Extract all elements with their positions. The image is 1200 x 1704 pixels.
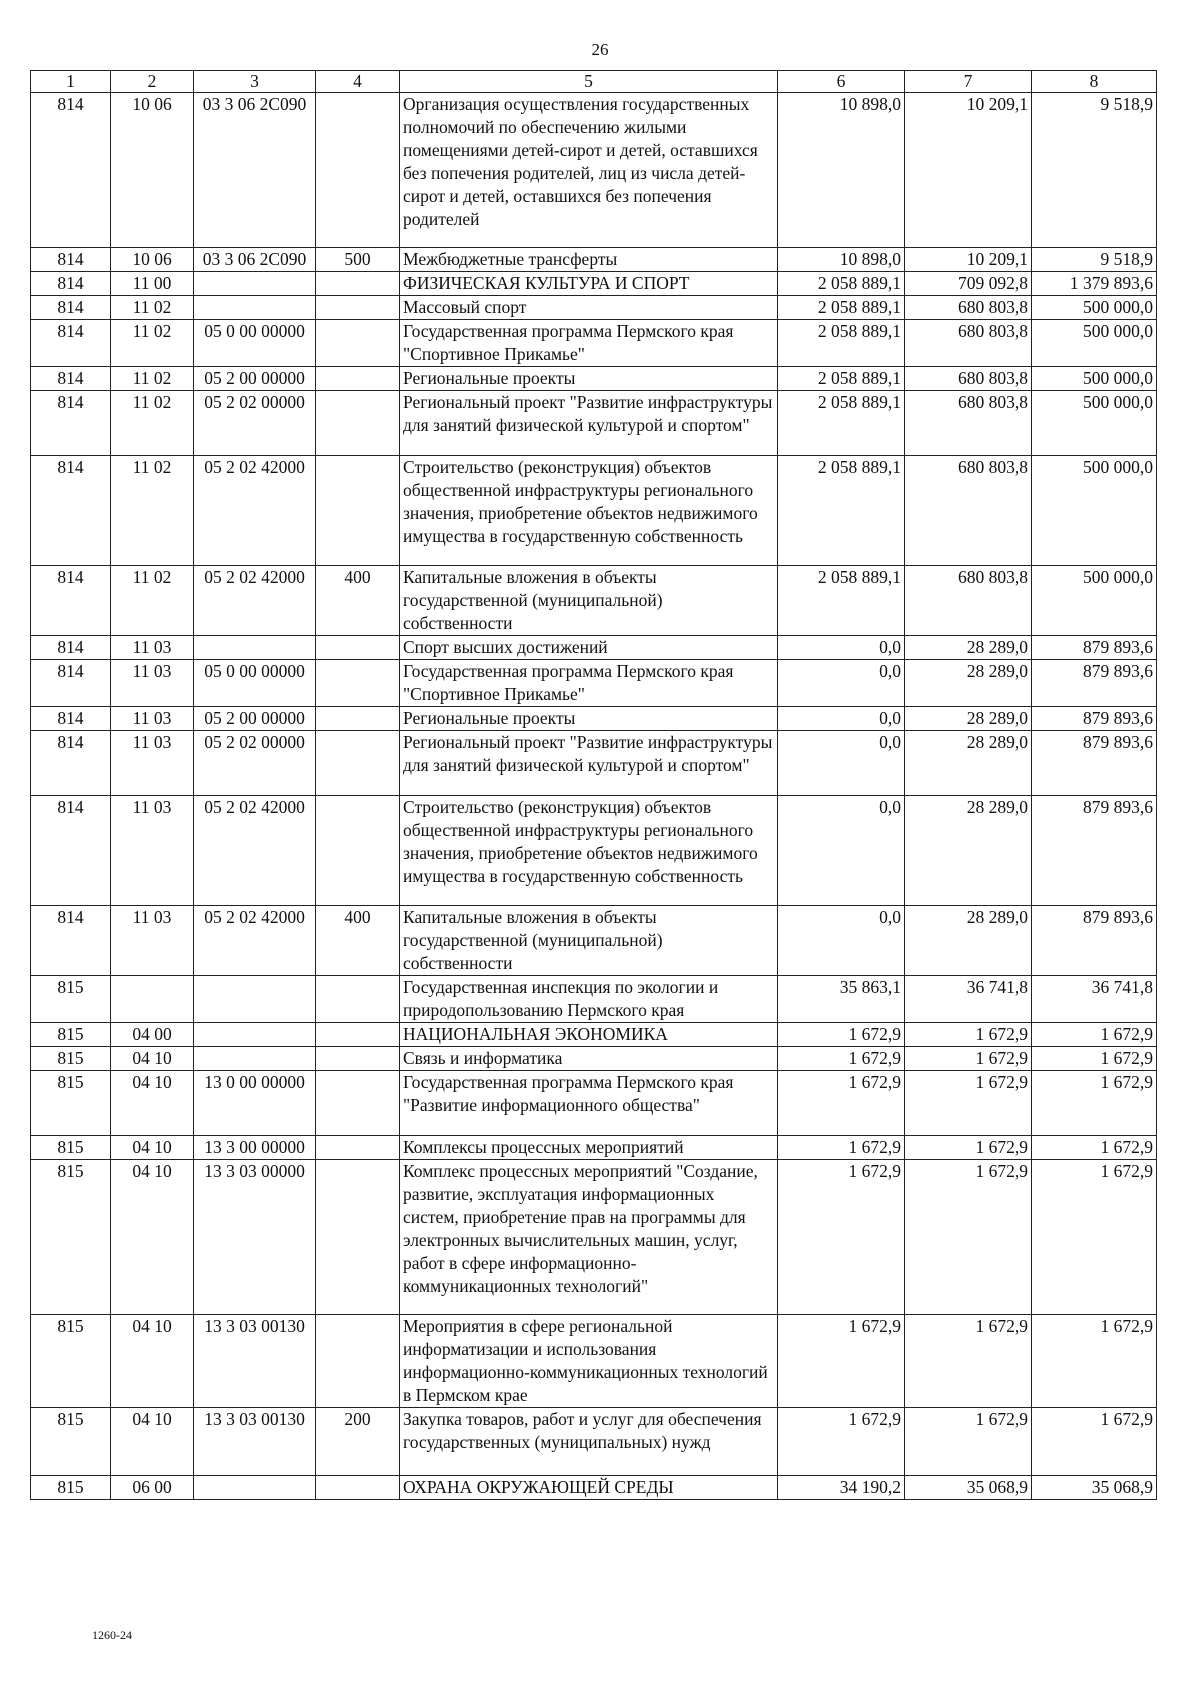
- cell-description: Государственная программа Пермского края "Спортивное Прикамье": [400, 660, 778, 707]
- cell-section-code: 11 02: [111, 566, 194, 636]
- cell-amount-year-1: 1 672,9: [778, 1071, 905, 1136]
- table-row: [31, 660, 1157, 707]
- cell-section-code: 11 02: [111, 320, 194, 367]
- cell-description: Массовый спорт: [400, 296, 778, 320]
- table-row: [31, 296, 1157, 320]
- cell-expense-type: [316, 296, 400, 320]
- cell-target-article: 03 3 06 2С090: [194, 248, 316, 272]
- cell-amount-year-3: 1 672,9: [1032, 1408, 1157, 1476]
- cell-expense-type: [316, 660, 400, 707]
- table-row: [31, 976, 1157, 1023]
- cell-amount-year-2: 28 289,0: [905, 906, 1032, 976]
- cell-description: Межбюджетные трансферты: [400, 248, 778, 272]
- table-row: [31, 248, 1157, 272]
- cell-ministry-code: 814: [31, 566, 111, 636]
- cell-ministry-code: 814: [31, 391, 111, 456]
- page-number: 26: [591, 40, 609, 59]
- cell-expense-type: [316, 796, 400, 906]
- table-row: [31, 1071, 1157, 1136]
- cell-expense-type: 400: [316, 906, 400, 976]
- cell-amount-year-3: 500 000,0: [1032, 296, 1157, 320]
- cell-amount-year-3: 879 893,6: [1032, 660, 1157, 707]
- cell-description: Региональный проект "Развитие инфраструктуры для занятий физической культурой и спортом": [400, 391, 778, 456]
- cell-amount-year-3: 500 000,0: [1032, 367, 1157, 391]
- cell-description: Комплексы процессных мероприятий: [400, 1136, 778, 1160]
- cell-target-article: 13 3 03 00130: [194, 1315, 316, 1408]
- cell-ministry-code: 814: [31, 906, 111, 976]
- cell-target-article: 13 3 03 00130: [194, 1408, 316, 1476]
- cell-section-code: 06 00: [111, 1476, 194, 1500]
- cell-description: Региональные проекты: [400, 707, 778, 731]
- cell-amount-year-2: 680 803,8: [905, 320, 1032, 367]
- cell-amount-year-1: 1 672,9: [778, 1023, 905, 1047]
- cell-amount-year-2: 10 209,1: [905, 248, 1032, 272]
- cell-amount-year-3: 879 893,6: [1032, 906, 1157, 976]
- cell-target-article: [194, 272, 316, 296]
- table-row: [31, 796, 1157, 906]
- cell-description: ФИЗИЧЕСКАЯ КУЛЬТУРА И СПОРТ: [400, 272, 778, 296]
- table-row: [31, 1160, 1157, 1315]
- cell-amount-year-1: 1 672,9: [778, 1408, 905, 1476]
- cell-amount-year-1: 10 898,0: [778, 248, 905, 272]
- cell-section-code: 04 10: [111, 1315, 194, 1408]
- cell-description: Спорт высших достижений: [400, 636, 778, 660]
- cell-expense-type: [316, 1315, 400, 1408]
- cell-ministry-code: 814: [31, 272, 111, 296]
- cell-amount-year-2: 680 803,8: [905, 566, 1032, 636]
- table-row: [31, 1023, 1157, 1047]
- cell-expense-type: [316, 1476, 400, 1500]
- cell-target-article: [194, 976, 316, 1023]
- cell-ministry-code: 815: [31, 976, 111, 1023]
- cell-target-article: 05 2 02 42000: [194, 906, 316, 976]
- table-row: [31, 707, 1157, 731]
- cell-amount-year-3: 1 672,9: [1032, 1136, 1157, 1160]
- cell-ministry-code: 814: [31, 367, 111, 391]
- cell-amount-year-3: 1 672,9: [1032, 1315, 1157, 1408]
- cell-expense-type: [316, 636, 400, 660]
- cell-ministry-code: 814: [31, 660, 111, 707]
- cell-ministry-code: 815: [31, 1160, 111, 1315]
- cell-section-code: 11 03: [111, 707, 194, 731]
- cell-amount-year-3: 36 741,8: [1032, 976, 1157, 1023]
- cell-section-code: 11 02: [111, 391, 194, 456]
- table-row: [31, 1136, 1157, 1160]
- cell-target-article: 05 0 00 00000: [194, 320, 316, 367]
- cell-description: Мероприятия в сфере региональной информатизации и использования информационно-коммуникационных технологий в Пермском крае: [400, 1315, 778, 1408]
- cell-amount-year-1: 2 058 889,1: [778, 456, 905, 566]
- cell-amount-year-3: 879 893,6: [1032, 731, 1157, 796]
- cell-description: ОХРАНА ОКРУЖАЮЩЕЙ СРЕДЫ: [400, 1476, 778, 1500]
- cell-amount-year-2: 1 672,9: [905, 1023, 1032, 1047]
- cell-target-article: 05 2 02 00000: [194, 731, 316, 796]
- cell-section-code: 04 10: [111, 1071, 194, 1136]
- cell-amount-year-1: 1 672,9: [778, 1315, 905, 1408]
- cell-target-article: 13 0 00 00000: [194, 1071, 316, 1136]
- table-body: [31, 93, 1157, 1500]
- cell-target-article: 05 2 02 42000: [194, 796, 316, 906]
- table-row: [31, 636, 1157, 660]
- cell-description: НАЦИОНАЛЬНАЯ ЭКОНОМИКА: [400, 1023, 778, 1047]
- cell-expense-type: [316, 391, 400, 456]
- cell-amount-year-1: 2 058 889,1: [778, 566, 905, 636]
- cell-amount-year-2: 10 209,1: [905, 93, 1032, 248]
- cell-amount-year-1: 2 058 889,1: [778, 296, 905, 320]
- cell-ministry-code: 814: [31, 320, 111, 367]
- cell-amount-year-3: 9 518,9: [1032, 248, 1157, 272]
- cell-amount-year-2: 1 672,9: [905, 1315, 1032, 1408]
- cell-amount-year-1: 2 058 889,1: [778, 320, 905, 367]
- cell-amount-year-3: 879 893,6: [1032, 796, 1157, 906]
- cell-ministry-code: 815: [31, 1023, 111, 1047]
- cell-amount-year-1: 0,0: [778, 731, 905, 796]
- cell-amount-year-2: 1 672,9: [905, 1047, 1032, 1071]
- cell-expense-type: [316, 1071, 400, 1136]
- cell-amount-year-2: 28 289,0: [905, 707, 1032, 731]
- cell-expense-type: [316, 1023, 400, 1047]
- cell-description: Капитальные вложения в объекты государственной (муниципальной) собственности: [400, 906, 778, 976]
- table-row: [31, 391, 1157, 456]
- cell-ministry-code: 815: [31, 1071, 111, 1136]
- cell-target-article: 13 3 03 00000: [194, 1160, 316, 1315]
- table-row: [31, 731, 1157, 796]
- cell-ministry-code: 814: [31, 456, 111, 566]
- cell-description: Строительство (реконструкция) объектов общественной инфраструктуры регионального значения, приобретение объектов недвижимого имущества в государственную собственность: [400, 796, 778, 906]
- cell-amount-year-3: 1 379 893,6: [1032, 272, 1157, 296]
- cell-section-code: 11 00: [111, 272, 194, 296]
- cell-section-code: 11 03: [111, 660, 194, 707]
- header-col-2: 2: [111, 71, 194, 93]
- cell-ministry-code: 814: [31, 248, 111, 272]
- cell-amount-year-1: 0,0: [778, 636, 905, 660]
- cell-expense-type: [316, 976, 400, 1023]
- cell-target-article: 05 0 00 00000: [194, 660, 316, 707]
- cell-amount-year-3: 500 000,0: [1032, 566, 1157, 636]
- cell-expense-type: [316, 707, 400, 731]
- cell-amount-year-3: 35 068,9: [1032, 1476, 1157, 1500]
- header-col-3: 3: [194, 71, 316, 93]
- cell-amount-year-1: 1 672,9: [778, 1136, 905, 1160]
- header-col-8: 8: [1032, 71, 1157, 93]
- cell-section-code: 04 00: [111, 1023, 194, 1047]
- cell-description: Комплекс процессных мероприятий "Создание, развитие, эксплуатация информационных систем, приобретение прав на программы для электронных вычислительных машин, услуг, работ в сфере информационно-коммуникационных технологий": [400, 1160, 778, 1315]
- cell-amount-year-3: 1 672,9: [1032, 1071, 1157, 1136]
- cell-amount-year-2: 680 803,8: [905, 456, 1032, 566]
- budget-table: [30, 70, 1157, 1500]
- cell-expense-type: [316, 272, 400, 296]
- cell-section-code: 11 02: [111, 367, 194, 391]
- cell-amount-year-1: 0,0: [778, 906, 905, 976]
- table-row: [31, 456, 1157, 566]
- header-col-7: 7: [905, 71, 1032, 93]
- cell-ministry-code: 814: [31, 296, 111, 320]
- cell-description: Государственная инспекция по экологии и природопользованию Пермского края: [400, 976, 778, 1023]
- cell-amount-year-1: 1 672,9: [778, 1047, 905, 1071]
- cell-description: Связь и информатика: [400, 1047, 778, 1071]
- cell-amount-year-1: 1 672,9: [778, 1160, 905, 1315]
- cell-section-code: 04 10: [111, 1047, 194, 1071]
- cell-ministry-code: 814: [31, 731, 111, 796]
- cell-amount-year-2: 680 803,8: [905, 367, 1032, 391]
- cell-description: Государственная программа Пермского края "Развитие информационного общества": [400, 1071, 778, 1136]
- cell-section-code: 11 03: [111, 796, 194, 906]
- cell-amount-year-1: 0,0: [778, 796, 905, 906]
- table-header: [31, 71, 1157, 93]
- table-row: [31, 93, 1157, 248]
- cell-target-article: 03 3 06 2С090: [194, 93, 316, 248]
- cell-description: Региональные проекты: [400, 367, 778, 391]
- cell-amount-year-1: 0,0: [778, 707, 905, 731]
- cell-amount-year-3: 500 000,0: [1032, 320, 1157, 367]
- table-row: [31, 1408, 1157, 1476]
- cell-target-article: [194, 636, 316, 660]
- table-row: [31, 1476, 1157, 1500]
- cell-amount-year-2: 35 068,9: [905, 1476, 1032, 1500]
- cell-expense-type: [316, 320, 400, 367]
- cell-section-code: 11 03: [111, 731, 194, 796]
- cell-section-code: 11 03: [111, 636, 194, 660]
- cell-expense-type: [316, 1160, 400, 1315]
- header-col-5: 5: [400, 71, 778, 93]
- table-row: [31, 906, 1157, 976]
- cell-section-code: 10 06: [111, 248, 194, 272]
- cell-amount-year-1: 35 863,1: [778, 976, 905, 1023]
- cell-target-article: [194, 1047, 316, 1071]
- cell-amount-year-1: 2 058 889,1: [778, 367, 905, 391]
- cell-expense-type: [316, 1047, 400, 1071]
- cell-amount-year-2: 709 092,8: [905, 272, 1032, 296]
- cell-expense-type: 400: [316, 566, 400, 636]
- cell-amount-year-3: 1 672,9: [1032, 1023, 1157, 1047]
- cell-target-article: 05 2 00 00000: [194, 707, 316, 731]
- cell-amount-year-2: 28 289,0: [905, 660, 1032, 707]
- cell-target-article: 05 2 02 42000: [194, 456, 316, 566]
- cell-ministry-code: 815: [31, 1315, 111, 1408]
- cell-ministry-code: 814: [31, 707, 111, 731]
- cell-expense-type: [316, 731, 400, 796]
- cell-expense-type: [316, 93, 400, 248]
- cell-amount-year-2: 28 289,0: [905, 731, 1032, 796]
- table-row: [31, 367, 1157, 391]
- header-col-1: 1: [31, 71, 111, 93]
- cell-description: Капитальные вложения в объекты государственной (муниципальной) собственности: [400, 566, 778, 636]
- cell-amount-year-2: 1 672,9: [905, 1071, 1032, 1136]
- cell-amount-year-3: 9 518,9: [1032, 93, 1157, 248]
- cell-ministry-code: 814: [31, 636, 111, 660]
- cell-amount-year-1: 2 058 889,1: [778, 272, 905, 296]
- cell-amount-year-1: 10 898,0: [778, 93, 905, 248]
- cell-amount-year-3: 1 672,9: [1032, 1160, 1157, 1315]
- footer-code: 1260-24: [92, 1628, 132, 1642]
- cell-section-code: 11 02: [111, 456, 194, 566]
- cell-target-article: 05 2 02 00000: [194, 391, 316, 456]
- cell-section-code: 04 10: [111, 1136, 194, 1160]
- cell-expense-type: [316, 1136, 400, 1160]
- cell-amount-year-2: 680 803,8: [905, 296, 1032, 320]
- cell-ministry-code: 815: [31, 1136, 111, 1160]
- cell-description: Государственная программа Пермского края "Спортивное Прикамье": [400, 320, 778, 367]
- cell-section-code: 11 03: [111, 906, 194, 976]
- cell-section-code: [111, 976, 194, 1023]
- cell-amount-year-3: 1 672,9: [1032, 1047, 1157, 1071]
- cell-target-article: [194, 1023, 316, 1047]
- cell-amount-year-2: 28 289,0: [905, 636, 1032, 660]
- cell-section-code: 11 02: [111, 296, 194, 320]
- cell-expense-type: [316, 456, 400, 566]
- table-row: [31, 566, 1157, 636]
- cell-description: Организация осуществления государственных полномочий по обеспечению жилыми помещениями детей-сирот и детей, оставшихся без попечения родителей, лиц из числа детей-сирот и детей, оставшихся без попечения родителей: [400, 93, 778, 248]
- cell-section-code: 04 10: [111, 1408, 194, 1476]
- cell-amount-year-3: 500 000,0: [1032, 391, 1157, 456]
- cell-expense-type: 500: [316, 248, 400, 272]
- cell-amount-year-2: 36 741,8: [905, 976, 1032, 1023]
- cell-description: Закупка товаров, работ и услуг для обеспечения государственных (муниципальных) нужд: [400, 1408, 778, 1476]
- cell-amount-year-2: 680 803,8: [905, 391, 1032, 456]
- table-row: [31, 1315, 1157, 1408]
- table-row: [31, 272, 1157, 296]
- cell-expense-type: [316, 367, 400, 391]
- cell-amount-year-2: 1 672,9: [905, 1160, 1032, 1315]
- table-row: [31, 320, 1157, 367]
- header-col-6: 6: [778, 71, 905, 93]
- cell-description: Строительство (реконструкция) объектов общественной инфраструктуры регионального значения, приобретение объектов недвижимого имущества в государственную собственность: [400, 456, 778, 566]
- cell-ministry-code: 814: [31, 796, 111, 906]
- cell-target-article: [194, 296, 316, 320]
- cell-amount-year-1: 0,0: [778, 660, 905, 707]
- cell-amount-year-3: 879 893,6: [1032, 636, 1157, 660]
- cell-target-article: 05 2 02 42000: [194, 566, 316, 636]
- cell-section-code: 10 06: [111, 93, 194, 248]
- cell-target-article: [194, 1476, 316, 1500]
- cell-amount-year-1: 2 058 889,1: [778, 391, 905, 456]
- cell-amount-year-2: 1 672,9: [905, 1408, 1032, 1476]
- cell-ministry-code: 815: [31, 1047, 111, 1071]
- cell-ministry-code: 814: [31, 93, 111, 248]
- cell-expense-type: 200: [316, 1408, 400, 1476]
- header-row: [31, 71, 1157, 93]
- table-row: [31, 1047, 1157, 1071]
- cell-amount-year-3: 879 893,6: [1032, 707, 1157, 731]
- cell-amount-year-3: 500 000,0: [1032, 456, 1157, 566]
- cell-amount-year-2: 1 672,9: [905, 1136, 1032, 1160]
- cell-target-article: 05 2 00 00000: [194, 367, 316, 391]
- cell-description: Региональный проект "Развитие инфраструктуры для занятий физической культурой и спортом": [400, 731, 778, 796]
- header-col-4: 4: [316, 71, 400, 93]
- cell-amount-year-1: 34 190,2: [778, 1476, 905, 1500]
- cell-section-code: 04 10: [111, 1160, 194, 1315]
- cell-amount-year-2: 28 289,0: [905, 796, 1032, 906]
- cell-ministry-code: 815: [31, 1408, 111, 1476]
- cell-target-article: 13 3 00 00000: [194, 1136, 316, 1160]
- cell-ministry-code: 815: [31, 1476, 111, 1500]
